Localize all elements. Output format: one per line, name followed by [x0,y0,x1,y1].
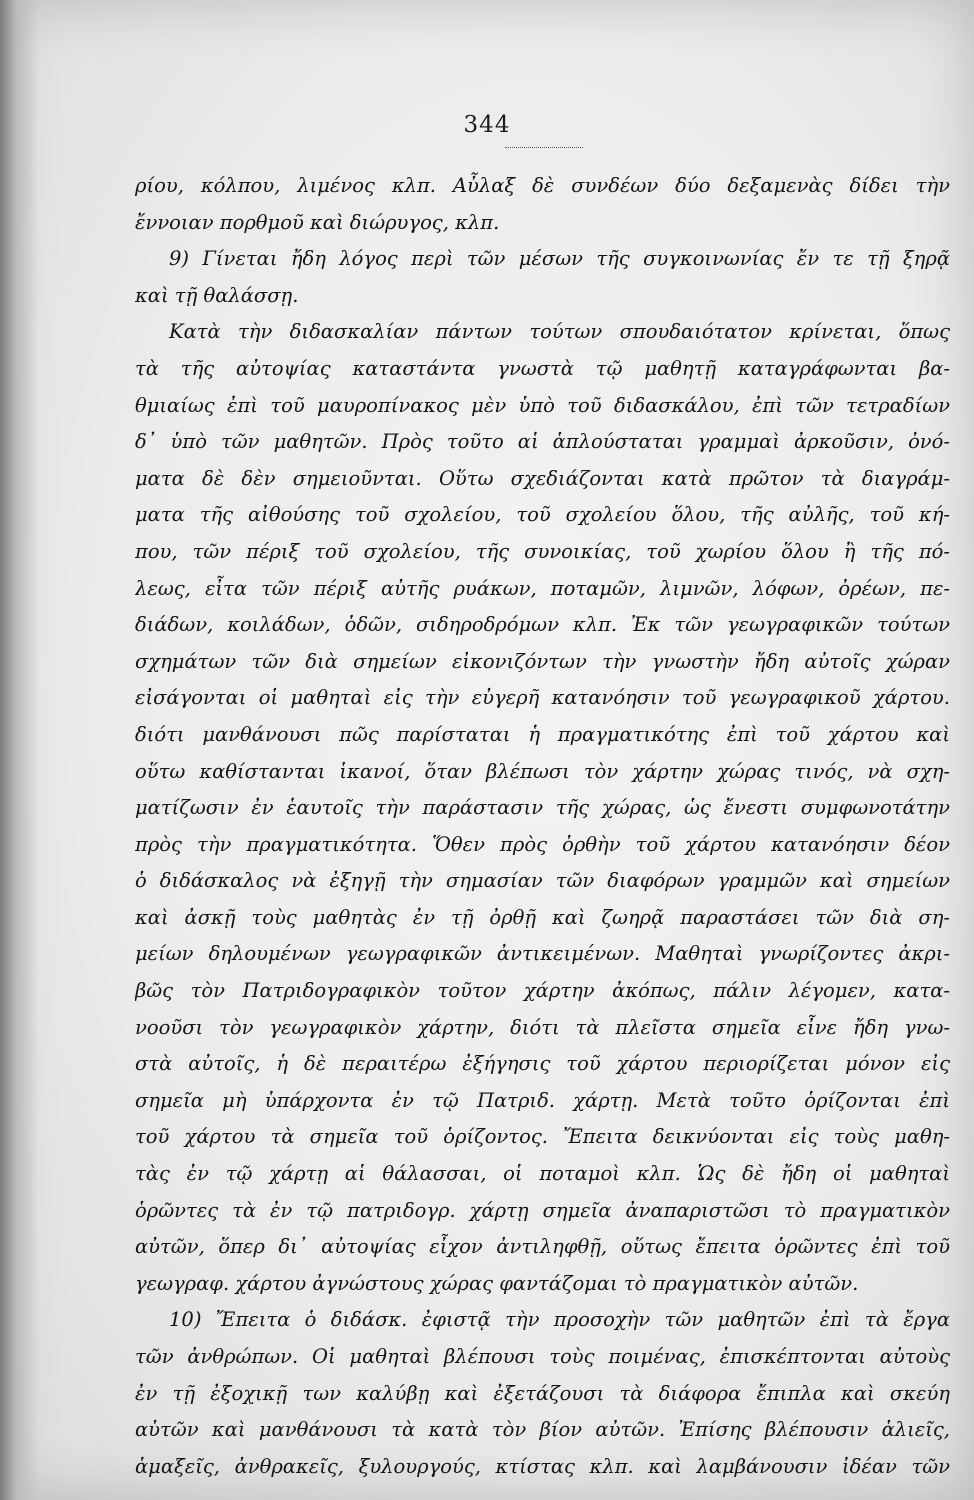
text-line: σχημάτων τῶν διὰ σημείων εἰκονιζόντων τὴν γνωστὴν ἤδη αὐτοῖς χώραν [135,649,950,673]
paragraph-start-line: 9) Γίνεται ἤδη λόγος περὶ τῶν μέσων τῆς συγκοινωνίας ἔν τε τῇ ξηρᾷ [169,247,950,271]
text-line: διάδων, κοιλάδων, ὁδῶν, σιδηροδρόμων κλπ. Ἐκ τῶν γεωγραφικῶν τούτων [135,613,950,637]
text-line: νοοῦσι τὸν γεωγραφικὸν χάρτην, διότι τὰ πλεῖστα σημεῖα εἶνε ἤδη γνω- [135,1015,950,1039]
text-line: ὁρῶντες τὰ ἐν τῷ πατριδογρ. χάρτῃ σημεῖα ἀναπαριστῶσι τὸ πραγματικὸν [135,1198,950,1222]
text-line: γεωγραφ. χάρτου ἀγνώστους χώρας φαντάζομαι τὸ πραγματικὸν αὐτῶν. [135,1271,859,1295]
body-text [135,168,950,1485]
text-line: βῶς τὸν Πατριδογραφικὸν τοῦτον χάρτην ἀκόπως, πάλιν λέγομεν, κατα- [135,979,950,1003]
text-line: καὶ τῇ θαλάσσῃ. [135,283,299,307]
text-line: ἐν τῇ ἐξοχικῇ των καλύβῃ καὶ ἐξετάζουσι τὰ διάφορα ἔπιπλα καὶ σκεύη [135,1381,950,1405]
page-number: 344 [463,112,511,138]
text-line: δ᾽ ὑπὸ τῶν μαθητῶν. Πρὸς τοῦτο αἱ ἁπλούσταται γραμμαὶ ἀρκοῦσιν, ὀνό- [135,430,950,454]
text-line: πρὸς τὴν πραγματικότητα. Ὅθεν πρὸς ὀρθὴν τοῦ χάρτου κατανόησιν δέον [135,832,950,856]
text-line: στὰ αὐτοῖς, ἡ δὲ περαιτέρω ἐξήγησις τοῦ χάρτου περιορίζεται μόνον εἰς [135,1052,950,1076]
text-line: μείων δηλουμένων γεωγραφικῶν ἀντικειμένων. Μαθηταὶ γνωρίζοντες ἀκρι- [135,942,950,966]
text-line: καὶ ἀσκῇ τοὺς μαθητὰς ἐν τῇ ὀρθῇ καὶ ζωηρᾷ παραστάσει τῶν διὰ ση- [135,905,950,929]
text-line: ὁ διδάσκαλος νὰ ἐξηγῇ τὴν σημασίαν τῶν διαφόρων γραμμῶν καὶ σημείων [135,869,950,893]
text-line: εἰσάγονται οἱ μαθηταὶ εἰς τὴν εὐγερῆ κατανόησιν τοῦ γεωγραφικοῦ χάρτου. [135,686,950,710]
text-line: ἔννοιαν πορθμοῦ καὶ διώρυγος, κλπ. [135,210,500,234]
text-line: ματα τῆς αἰθούσης τοῦ σχολείου, τοῦ σχολείου ὅλου, τῆς αὐλῆς, τοῦ κή- [135,503,950,527]
text-line: αὐτῶν, ὅπερ δι᾽ αὐτοψίας εἶχον ἀντιληφθῇ, οὕτως ἔπειτα ὁρῶντες ἐπὶ τοῦ [135,1235,950,1259]
text-line: σημεῖα μὴ ὑπάρχοντα ἐν τῷ Πατριδ. χάρτῃ. Μετὰ τοῦτο ὁρίζονται ἐπὶ [135,1088,950,1112]
paragraph-start-line: 10) Ἔπειτα ὁ διδάσκ. ἐφιστᾷ τὴν προσοχὴν τῶν μαθητῶν ἐπὶ τὰ ἔργα [169,1308,950,1332]
text-line: τὰς ἐν τῷ χάρτῃ αἱ θάλασσαι, οἱ ποταμοὶ κλπ. Ὡς δὲ ἤδη οἱ μαθηταὶ [135,1162,950,1186]
text-line: που, τῶν πέριξ τοῦ σχολείου, τῆς συνοικίας, τοῦ χωρίου ὅλου ἢ τῆς πό- [135,539,950,563]
text-line: ἁμαξεῖς, ἀνθρακεῖς, ξυλουργούς, κτίστας κλπ. καὶ λαμβάνουσιν ἰδέαν τῶν [135,1454,950,1478]
text-line: ρίου, κόλπου, λιμένος κλπ. Αὖλαξ δὲ συνδέων δύο δεξαμενὰς δίδει τὴν [135,174,950,197]
text-line: τῶν ἀνθρώπων. Οἱ μαθηταὶ βλέπουσι τοὺς ποιμένας, ἐπισκέπτονται αὐτοὺς [135,1345,950,1368]
text-line: ματίζωσιν ἐν ἑαυτοῖς τὴν παράστασιν τῆς χώρας, ὡς ἔνεστι συμφωνοτάτην [135,796,950,820]
text-line: διότι μανθάνουσι πῶς παρίσταται ἡ πραγματικότης ἐπὶ τοῦ χάρτου καὶ [135,722,950,746]
text-line: αὐτῶν καὶ μανθάνουσι τὰ κατὰ τὸν βίον αὐτῶν. Ἐπίσης βλέπουσιν ἁλιεῖς, [135,1418,950,1442]
text-line: τὰ τῆς αὐτοψίας καταστάντα γνωστὰ τῷ μαθητῇ καταγράφωνται βα- [135,356,950,380]
text-line: θμιαίως ἐπὶ τοῦ μαυροπίνακος μὲν ὑπὸ τοῦ διδασκάλου, ἐπὶ τῶν τετραδίων [135,393,950,417]
text-line: τοῦ χάρτου τὰ σημεῖα τοῦ ὁρίζοντος. Ἔπειτα δεικνύονται εἰς τοὺς μαθη- [135,1125,950,1149]
page-number-rule [505,147,583,148]
text-line: ματα δὲ δὲν σημειοῦνται. Οὕτω σχεδιάζονται κατὰ πρῶτον τὰ διαγράμ- [135,466,950,490]
text-line: λεως, εἶτα τῶν πέριξ αὐτῆς ρυάκων, ποταμῶν, λιμνῶν, λόφων, ὀρέων, πε- [135,576,950,600]
text-line: οὕτω καθίστανται ἱκανοί, ὅταν βλέπωσι τὸν χάρτην χώρας τινός, νὰ σχη- [135,759,950,783]
page-binding-shadow [0,0,38,1500]
paragraph-start-line: Κατὰ τὴν διδασκαλίαν πάντων τούτων σπουδαιότατον κρίνεται, ὅπως [169,320,950,344]
